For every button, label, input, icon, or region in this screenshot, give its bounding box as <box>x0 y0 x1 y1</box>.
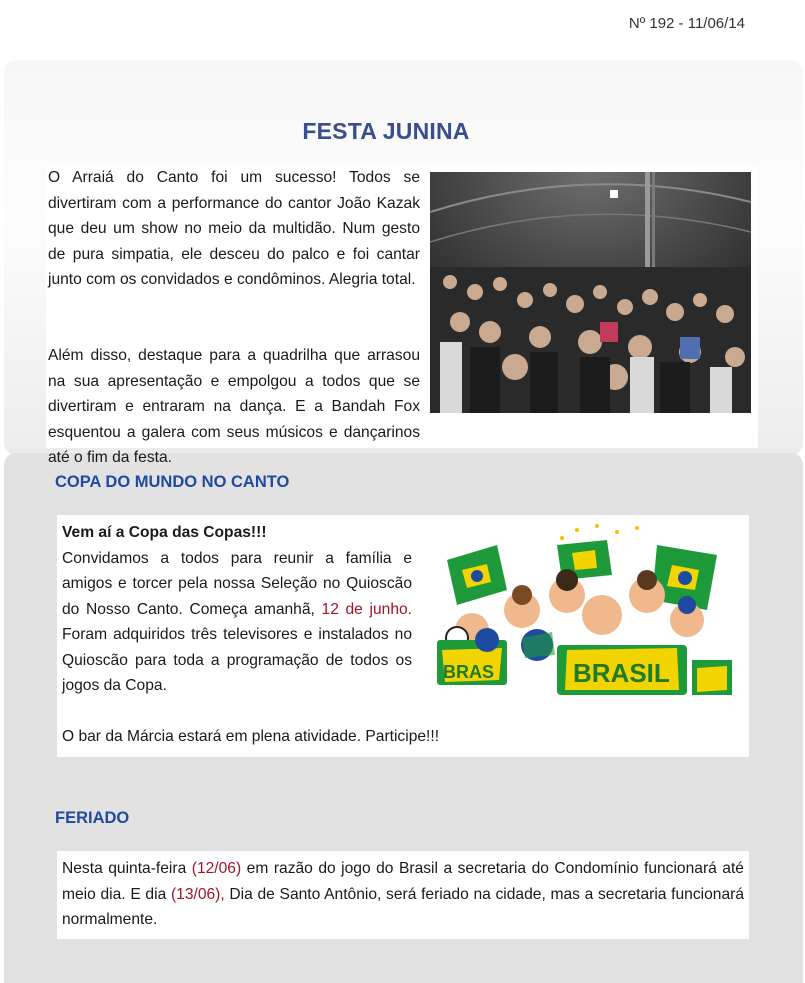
feriado-article <box>57 851 749 939</box>
copa-title: COPA DO MUNDO NO CANTO <box>55 473 290 491</box>
copa-text-2 <box>62 724 742 750</box>
feriado-title: FERIADO <box>55 809 130 827</box>
issue-number: Nº 192 - 11/06/14 <box>628 15 745 32</box>
copa-lead: Vem aí a Copa das Copas!!! <box>62 524 267 541</box>
festa-paragraph-2: Além disso, destaque para a quadrilha que arrasou na sua apresentação e empolgou a todos que se divertiram e entraram na dança. E a Bandah Fox esquentou a galera com seus músicos e dançarinos até o fim da festa. <box>48 347 420 466</box>
festa-paragraph-1: O Arraiá do Canto foi um sucesso! Todos se divertiram com a performance do cantor João Kazak que deu um show no meio da multidão. Num gesto de pura simpatia, ele desceu do palco e foi cantar junto com os convidados e condôminos. Alegria total. <box>48 169 420 288</box>
feriado-date-2: (13/06), <box>170 885 225 903</box>
brazil-fans-illustration <box>427 520 739 706</box>
party-crowd-photo <box>430 172 751 413</box>
festa-title: FESTA JUNINA <box>302 118 470 144</box>
feriado-date-1: (12/06) <box>191 860 242 877</box>
festa-article <box>46 165 758 466</box>
copa-paragraph-2: O bar da Márcia estará em plena atividade. Participe!!! <box>62 728 440 745</box>
copa-date: 12 de junho. <box>321 600 412 618</box>
festa-text-bottom <box>48 343 420 471</box>
feriado-paragraph: Nesta quinta-feira (12/06) em razão do jogo do Brasil a secretaria do Condomínio funcionará até meio dia. E dia (13/06), Dia de Santo Antônio, será feriado na cidade, mas a secretaria funcionará normalmente. <box>62 860 744 928</box>
feriado-text <box>62 856 744 933</box>
festa-text-top <box>48 165 420 293</box>
copa-text <box>62 520 412 699</box>
banner-right-text: BRASIL <box>573 658 670 688</box>
copa-article <box>57 515 749 757</box>
banner-left-text: BRAS <box>443 662 495 682</box>
copa-paragraph-1: Convidamos a todos para reunir a família e amigos e torcer pela nossa Seleção no Quioscão do Nosso Canto. Começa amanhã, 12 de junho. Foram adquiridos três televisores e instalados no Quioscão para toda a programação de todos os jogos da Copa. <box>62 549 412 694</box>
